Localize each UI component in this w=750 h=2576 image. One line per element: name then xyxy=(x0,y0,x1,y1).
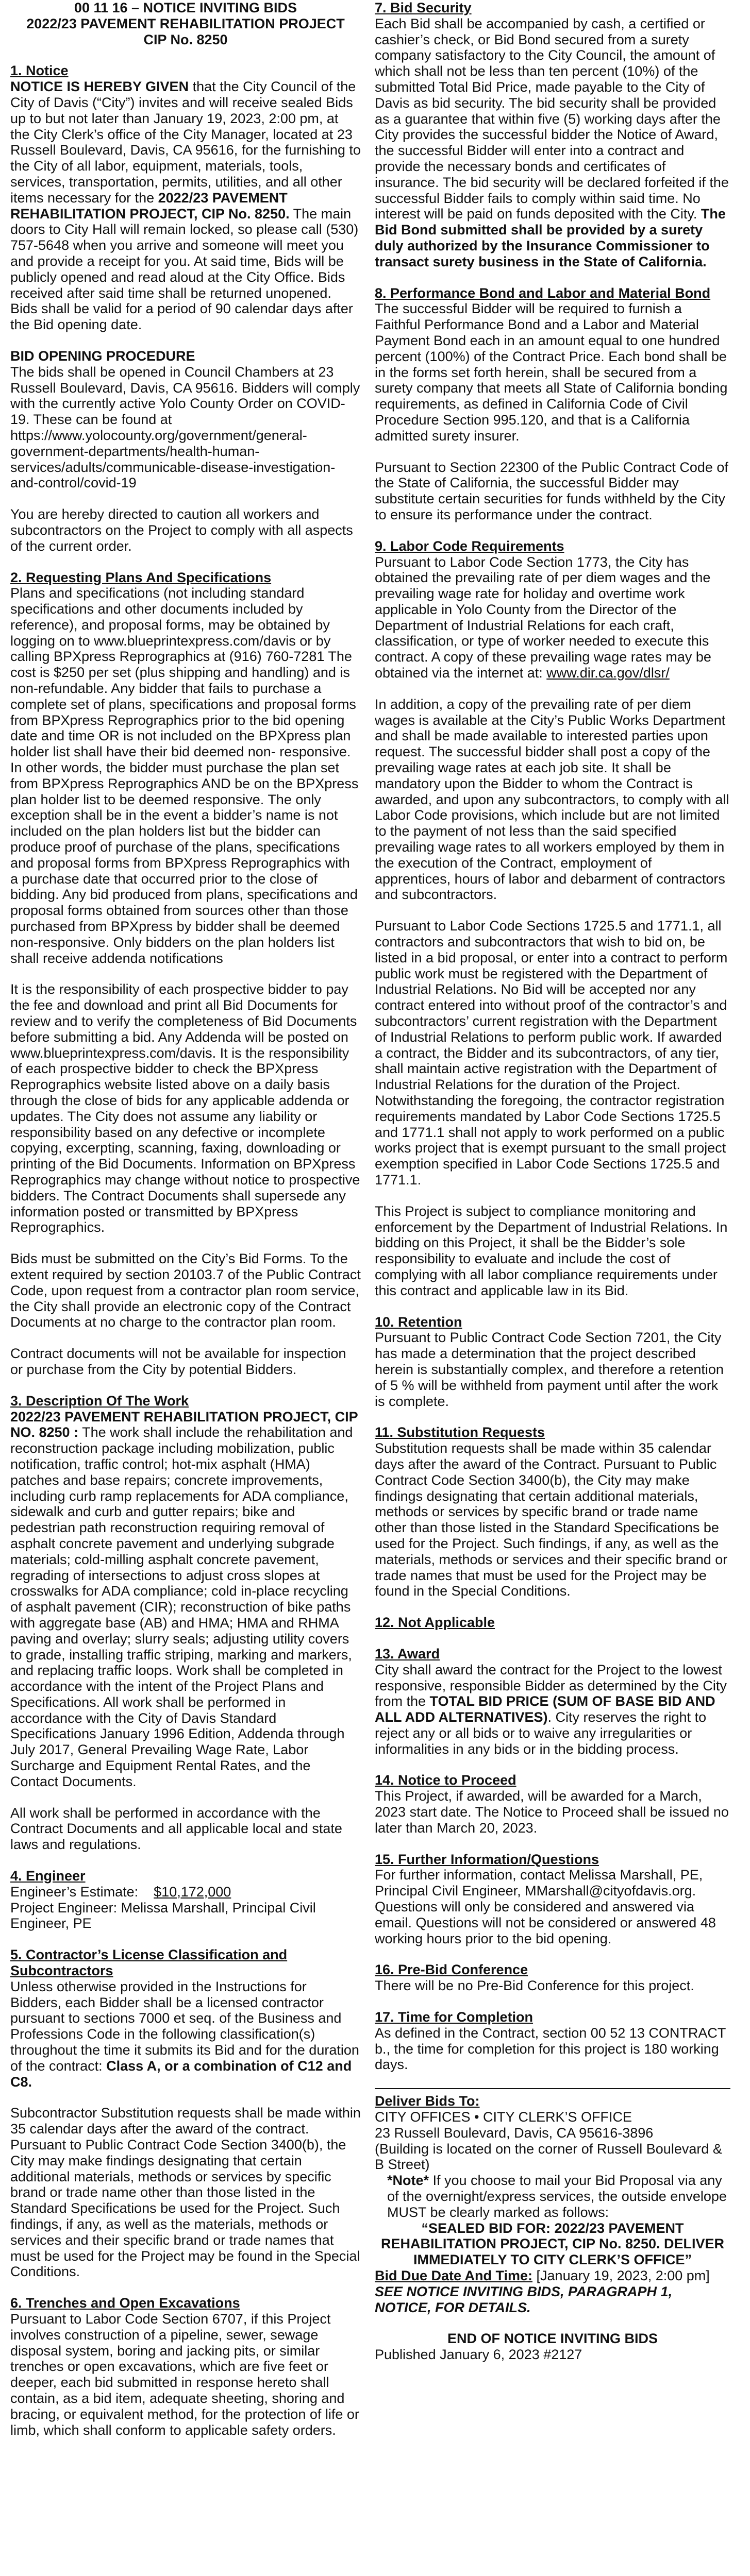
section-5-paragraph-2: Subcontractor Substitution requests shall be made within 35 calendar days after the award of the contract. Pursuant to Public Contract Code Section 3400(b), the City may make findings designating that certain additional materials, methods or services by specific brand or trade name other than those listed in the Standard Specifications be used for the Project. Such findings, if any, as well as the materials, methods or services and their specific brand or trade names that must be used for the Project may be found in the Special Conditions. xyxy=(10,2105,361,2280)
section-8-heading: 8. Performance Bond and Labor and Material Bond xyxy=(375,285,711,301)
header-line-3: CIP No. 8250 xyxy=(143,31,228,47)
section-5-paragraph-1 xyxy=(10,1979,361,2090)
sealed-bid-label: “SEALED BID FOR: 2022/23 PAVEMENT REHABILITATION PROJECT, CIP No. 8250. DELIVER IMMEDIATELY TO CITY CLERK’S OFFICE” xyxy=(380,2220,725,2268)
section-16-body: There will be no Pre-Bid Conference for this project. xyxy=(375,1978,694,1994)
section-5-text: Unless otherwise provided in the Instructions for Bidders, each Bidder shall be a licensed contractor pursuant to sections 7000 et seq. of the Business and Professions Code in the following classification(s) throughout the time it submits its Bid and for the duration of the contract: xyxy=(10,1978,359,2074)
section-13-text-b: . City reserves the right to reject any or all bids or to waive any irregularities or informalities in any bids or in the bidding process. xyxy=(375,1709,707,1757)
section-17-body: As defined in the Contract, section 00 52 13 CONTRACT b., the time for completion for this project is 180 working days. xyxy=(375,2025,726,2073)
section-7-text: Each Bid shall be accompanied by cash, a certified or cashier’s check, or Bid Bond secured from a surety company satisfactory to the City Council, the amount of which shall not be less than ten percent (10%) of the submitted Total Bid Price, made payable to the City of Davis as bid security. The bid security shall be provided as a guarantee that within five (5) working days after the City provides the successful bidder the Notice of Award, the successful Bidder will enter into a contract and provide the necessary bonds and certificates of insurance. The bid security will be declared forfeited if the successful Bidder fails to comply within said time. No interest will be paid on funds deposited with the City. xyxy=(375,15,729,222)
section-14-body: This Project, if awarded, will be awarded for a March, 2023 start date. The Notice to Proceed shall be issued no later than March 20, 2023. xyxy=(375,1788,729,1836)
bid-due-label: Bid Due Date And Time: xyxy=(375,2268,533,2283)
dir-link[interactable]: www.dir.ca.gov/dlsr/ xyxy=(546,665,670,681)
header-line-1: 00 11 16 – NOTICE INVITING BIDS xyxy=(74,0,297,15)
section-3-project: 2022/23 PAVEMENT REHABILITATION PROJECT, CIP NO. 8250 : xyxy=(10,1409,358,1440)
section-17-completion xyxy=(375,2009,730,2073)
section-1-notice xyxy=(10,63,361,554)
section-9-text: Pursuant to Labor Code Section 1773, the City has obtained the prevailing rate of per diem wages and the prevailing wage rate for holiday and overtime work applicable in Yolo County from the Director of the Department of Industrial Relations for each craft, classification, or type of worker needed to execute this contract. A copy of these prevailing wage rates may be obtained via the internet at: xyxy=(375,554,711,681)
section-1-text-b: The main doors to City Hall will remain locked, so please call (530) 757-5648 when you arrive and someone will meet you and provide a receipt for you. At said time, Bids will be publicly opened and read aloud at the City Office. Bids received after said time shall be returned unopened. Bids shall be valid for a period of 90 calendar days after the Bid opening date. xyxy=(10,206,359,333)
section-2-paragraph-3: Bids must be submitted on the City’s Bid Forms. To the extent required by section 20103.7 of the Public Contract Code, upon request from a contractor plan room service, the City shall provide an electronic copy of the Contract Documents at no charge to the contractor plan room. xyxy=(10,1251,361,1330)
section-2-heading: 2. Requesting Plans And Specifications xyxy=(10,569,272,585)
section-8-paragraph-2: Pursuant to Section 22300 of the Public Contract Code of the State of California, the successful Bidder may substitute certain securities for funds withheld by the City to ensure its performance under the contract. xyxy=(375,459,728,522)
section-6-trenches xyxy=(10,2295,361,2438)
section-9-paragraph-2: In addition, a copy of the prevailing rate of per diem wages is available at the City’s Public Works Department and shall be made available to interested parties upon request. The successful bidder shall post a copy of the prevailing wage rates at each job site. It shall be mandatory upon the Bidder to whom the Contract is awarded, and upon any subcontractors, to comply with all Labor Code provisions, which include but are not limited to the payment of not less than the said specified prevailing wage rates to all workers employed by them in the execution of the Contract, employment of apprentices, hours of labor and debarment of contractors and subcontractors. xyxy=(375,696,729,903)
right-column xyxy=(375,0,730,2576)
deliver-line-2: 23 Russell Boulevard, Davis, CA 95616-3896 xyxy=(375,2125,654,2141)
section-7-bold: The Bid Bond submitted shall be provided by a surety duly authorized by the Insurance Commissioner to transact surety business in the State of California. xyxy=(375,206,726,269)
section-7-body xyxy=(375,16,730,270)
section-11-substitution xyxy=(375,1425,730,1599)
section-2-paragraph-4: Contract documents will not be available for inspection or purchase from the City by potential Bidders. xyxy=(10,1346,346,1377)
deliver-line-1: CITY OFFICES • CITY CLERK’S OFFICE xyxy=(375,2109,632,2125)
section-1-lead: NOTICE IS HEREBY GIVEN xyxy=(10,79,189,95)
end-of-notice: END OF NOTICE INVITING BIDS xyxy=(447,2331,658,2347)
bid-opening-body: The bids shall be opened in Council Chambers at 23 Russell Boulevard, Davis, CA 95616. Bidders will comply with the currently active Yolo County Order on COVID-19. These can be found at https://www.yolocounty.org/government/general-government-departments/health-human-services/adults/communicable-disease-investigation-and-control/covid-19 xyxy=(10,364,360,491)
deliver-line-3: (Building is located on the corner of Russell Boulevard & B Street) xyxy=(375,2141,722,2173)
section-9-paragraph-1 xyxy=(375,554,730,681)
section-8-bonds xyxy=(375,285,730,523)
header-line-2: 2022/23 PAVEMENT REHABILITATION PROJECT xyxy=(26,15,345,31)
bid-due xyxy=(375,2268,730,2284)
section-13-heading: 13. Award xyxy=(375,1646,440,1662)
section-6-heading: 6. Trenches and Open Excavations xyxy=(10,2295,240,2311)
section-15-questions xyxy=(375,1852,730,1947)
caution-body: You are hereby directed to caution all workers and subcontractors on the Project to comply with all aspects of the current order. xyxy=(10,506,353,554)
section-9-paragraph-3: Pursuant to Labor Code Sections 1725.5 and 1771.1, all contractors and subcontractors that wish to bid on, be listed in a bid proposal, or enter into a contract to perform public work must be registered with the Department of Industrial Relations. No Bid will be accepted nor any contract entered into without proof of the contractor’s and subcontractors’ current registration with the Department of Industrial Relations to perform public work. If awarded a contract, the Bidder and its subcontractors, of any tier, shall maintain active registration with the Department of Industrial Relations for the duration of the Project. Notwithstanding the foregoing, the contractor registration requirements mandated by Labor Code Sections 1725.5 and 1771.1 shall not apply to work performed on a public works project that is exempt pursuant to the small project exemption specified in Labor Code Sections 1725.5 and 1771.1. xyxy=(375,918,728,1188)
section-14-notice-to-proceed xyxy=(375,1772,730,1836)
section-9-heading: 9. Labor Code Requirements xyxy=(375,538,564,554)
section-3-text: The work shall include the rehabilitation and reconstruction package including mobilization, public notification, traffic control; hot-mix asphalt (HMA) patches and base repairs; concrete improvements, including curb ramp replacements for ADA compliance, sidewalk and curb and gutter repairs; bike and pedestrian path reconstruction requiring removal of asphalt concrete pavement and underlying subgrade materials; cold-milling asphalt concrete pavement, regrading of intersections to adjust cross slopes at crosswalks for ADA compliance; cold in-place recycling of asphalt pavement (CIR); reconstruction of bike paths with aggregate base (AB) and HMA; HMA and RHMA paving and overlay; slurry seals; adjusting utility covers to grade, installing traffic striping, marking and markers, and replacing traffic loops. Work shall be completed in accordance with the intent of the Project Plans and Specifications. All work shall be performed in accordance with the City of Davis Standard Specifications January 1996 Edition, Addenda through July 2017, General Prevailing Wage Rate, Labor Surcharge and Equipment Rental Rates, and the Contact Documents. xyxy=(10,1425,353,1789)
section-11-heading: 11. Substitution Requests xyxy=(375,1425,545,1440)
section-12-heading: 12. Not Applicable xyxy=(375,1615,495,1631)
deliver-heading: Deliver Bids To: xyxy=(375,2093,480,2109)
license-class: Class A, or a combination of C12 and C8. xyxy=(10,2058,352,2090)
see-notice: SEE NOTICE INVITING BIDS, PARAGRAPH 1, NOTICE, FOR DETAILS. xyxy=(375,2283,673,2315)
section-13-body xyxy=(375,1662,730,1757)
deliver-bids xyxy=(375,2093,730,2315)
estimate-value: $10,172,000 xyxy=(154,1884,231,1900)
section-13-text-a: City shall award the contract for the Project to the lowest responsive, responsible Bidder as determined by the City from the xyxy=(375,1662,727,1709)
section-15-heading: 15. Further Information/Questions xyxy=(375,1851,599,1867)
left-column xyxy=(10,0,361,2576)
bid-opening-heading: BID OPENING PROCEDURE xyxy=(10,348,195,364)
deliver-note xyxy=(375,2173,730,2220)
bid-due-value: [January 19, 2023, 2:00 pm] xyxy=(532,2268,710,2283)
section-16-heading: 16. Pre-Bid Conference xyxy=(375,1962,528,1978)
notice-header xyxy=(10,0,361,47)
section-7-heading: 7. Bid Security xyxy=(375,0,472,15)
section-4-heading: 4. Engineer xyxy=(10,1868,86,1884)
section-3-paragraph-2: All work shall be performed in accordance with the Contract Documents and all applicable local and state laws and regulations. xyxy=(10,1805,342,1853)
section-9-paragraph-4: This Project is subject to compliance monitoring and enforcement by the Department of Industrial Relations. In bidding on this Project, it shall be the Bidder’s sole responsibility to evaluate and include the cost of complying with all labor compliance requirements under this contract and applicable law in its Bid. xyxy=(375,1203,728,1298)
section-5-license xyxy=(10,1947,361,2280)
section-14-heading: 14. Notice to Proceed xyxy=(375,1772,516,1788)
section-3-body xyxy=(10,1409,361,1790)
section-16-pre-bid xyxy=(375,1962,730,1994)
section-9-labor xyxy=(375,538,730,1299)
section-11-body: Substitution requests shall be made within 35 calendar days after the award of the Contract. Pursuant to Public Contract Code Section 3400(b), the City may make findings designating that certain additional materials, methods or services by specific brand or trade name other than those listed in the Standard Specifications be used for the Project. Such findings, if any, as well as the materials, methods or services and their specific brand or trade names that must be used for the Project may be found in the Special Conditions. xyxy=(375,1440,728,1599)
section-5-heading: 5. Contractor’s License Classification and Subcontractors xyxy=(10,1947,288,1979)
section-2-paragraph-2: It is the responsibility of each prospective bidder to pay the fee and download and print all Bid Documents for review and to verify the completeness of Bid Documents before submitting a bid. Any Addenda will be posted on www.blueprintexpress.com/davis. It is the responsibility of each prospective bidder to check the BPXpress Reprographics website listed above on a daily basis through the close of bids for any applicable addenda or updates. The City does not assume any liability or responsibility based on any defective or incomplete copying, excerpting, scanning, faxing, downloading or printing of the Bid Documents. Information on BPXpress Reprographics may change without notice to prospective bidders. The Contract Documents shall supersede any information posted or transmitted by BPXpress Reprographics. xyxy=(10,981,360,1235)
section-4-engineer xyxy=(10,1868,361,1931)
note-text: If you choose to mail your Bid Proposal via any of the overnight/express services, the outside envelope MUST be clearly marked as follows: xyxy=(387,2173,727,2220)
section-2-plans xyxy=(10,570,361,1378)
section-3-description xyxy=(10,1393,361,1853)
note-label: *Note* xyxy=(387,2173,429,2189)
section-2-paragraph-1: Plans and specifications (not including standard specifications and other documents included by reference), and proposal forms, may be obtained by logging on to www.blueprintexpress.com/davis or by calling BPXpress Reprographics at (916) 760-7281 The cost is $250 per set (plus shipping and handling) and is non-refundable. Any bidder that fails to purchase a complete set of plans, specifications and proposal forms from BPXpress Reprographics prior to the bid opening date and time OR is not included on the BPXpress plan holder list shall have their bid deemed non- responsive. In other words, the bidder must purchase the plan set from BPXpress Reprographics AND be on the BPXpress plan holder list to be deemed responsive. The only exception shall be in the event a bidder’s name is not included on the plan holders list but the bidder can produce proof of purchase of the plans, specifications and proposal forms from BPXpress Reprographics with a purchase date that occurred prior to the close of bidding. Any bid produced from plans, specifications and proposal forms obtained from sources other than those purchased from BPXpress by bidder shall be deemed non-responsive. Only bidders on the plan holders list shall receive addenda notifications xyxy=(10,585,359,966)
estimate-label: Engineer’s Estimate: xyxy=(10,1884,139,1900)
section-10-body: Pursuant to Public Contract Code Section 7201, the City has made a determination that the project described herein is substantially complex, and therefore a retention of 5 % will be withheld from payment until after the work is complete. xyxy=(375,1330,724,1409)
section-13-bold: TOTAL BID PRICE (SUM OF BASE BID AND ALL ADD ALTERNATIVES) xyxy=(375,1693,715,1725)
section-17-heading: 17. Time for Completion xyxy=(375,2009,534,2025)
section-8-paragraph-1: The successful Bidder will be required to furnish a Faithful Performance Bond and a Labor and Material Payment Bond each in an amount equal to one hundred percent (100%) of the Contract Price. Each bond shall be in the forms set forth herein, shall be secured from a surety company that meets all State of California bonding requirements, as defined in California Code of Civil Procedure Section 995.120, and that is a California admitted surety insurer. xyxy=(375,301,728,444)
section-13-award xyxy=(375,1646,730,1757)
section-3-heading: 3. Description Of The Work xyxy=(10,1393,189,1409)
section-15-body: For further information, contact Melissa Marshall, PE, Principal Civil Engineer, MMarshall@cityofdavis.org. Questions will only be considered and answered via email. Questions will not be considered or answered 48 working hours prior to the bid opening. xyxy=(375,1867,716,1946)
section-1-project: 2022/23 PAVEMENT REHABILITATION PROJECT, CIP No. 8250. xyxy=(10,190,290,222)
section-1-text-a: that the City Council of the City of Davis (“City”) invites and will receive sealed Bids up to but not later than January 19, 2023, 2:00 pm, at the City Clerk’s office of the City Manager, located at 23 Russell Boulevard, Davis, CA 95616, for the furnishing to the City of all labor, equipment, materials, tools, services, transportation, permits, utilities, and all other items necessary for the xyxy=(10,79,361,206)
section-1-heading: 1. Notice xyxy=(10,63,69,79)
section-7-bid-security xyxy=(375,0,730,270)
engineer-estimate xyxy=(10,1884,361,1900)
section-1-body xyxy=(10,79,361,333)
section-6-body: Pursuant to Labor Code Section 6707, if this Project involves construction of a pipeline, sewer, sewage disposal system, boring and jacking pits, or similar trenches or open excavations, which are five feet or deeper, each bid submitted in response hereto shall contain, as a bid item, adequate sheeting, shoring and bracing, or equivalent method, for the protection of life or limb, which shall conform to applicable safety orders. xyxy=(10,2311,359,2438)
project-engineer: Project Engineer: Melissa Marshall, Principal Civil Engineer, PE xyxy=(10,1900,316,1931)
section-10-retention xyxy=(375,1314,730,1410)
divider xyxy=(375,2088,730,2089)
published-line: Published January 6, 2023 #2127 xyxy=(375,2347,582,2363)
section-10-heading: 10. Retention xyxy=(375,1314,462,1330)
